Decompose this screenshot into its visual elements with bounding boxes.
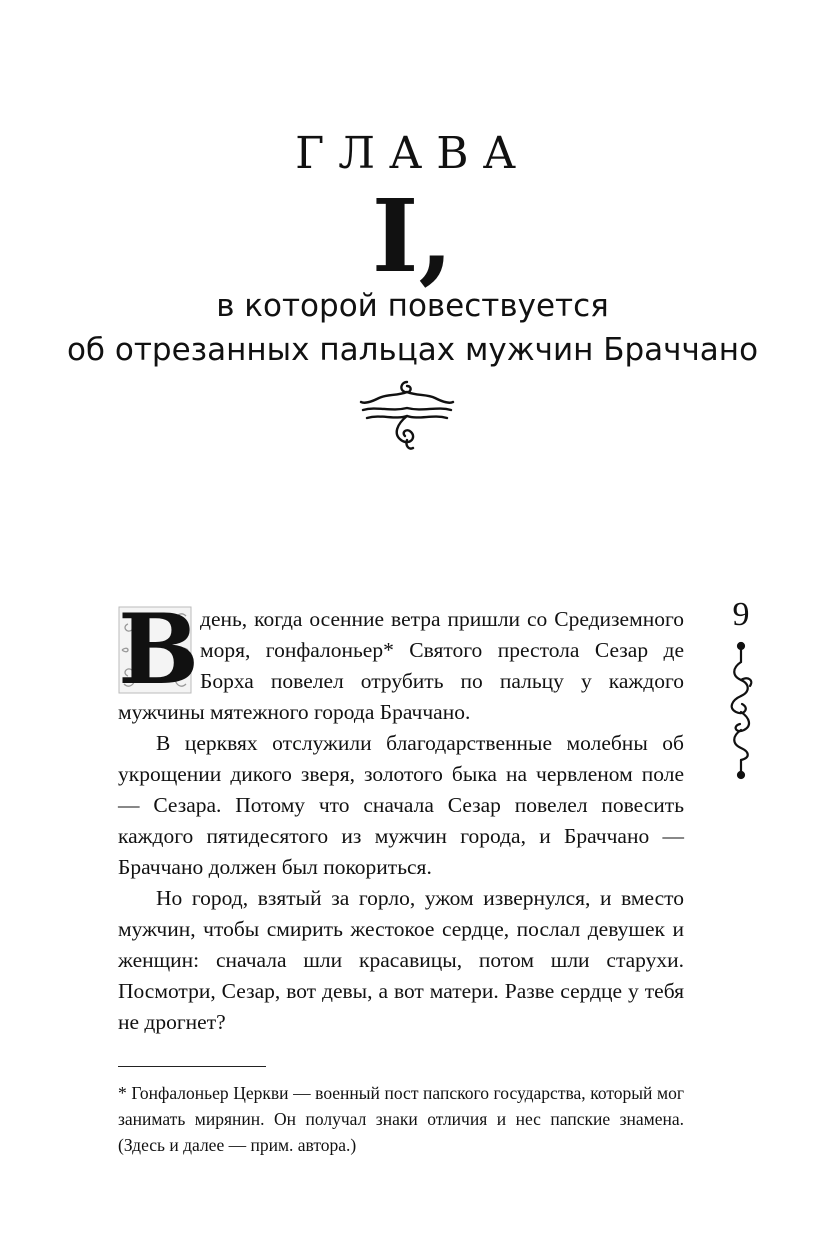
chapter-label: ГЛАВА xyxy=(295,128,530,179)
chapter-subtitle-line-2: об отрезанных пальцах мужчин Браччано xyxy=(66,332,759,368)
paragraph-2: В церквях отслужили благодарственные молебны об укрощении дикого зверя, золотого быка на червленом поле — Сезара. Потому что сначала Сезар повелел повесить каждого пятидесятого из мужчин города, и Браччано — Браччано должен был покориться. xyxy=(118,731,684,879)
page-number: 9 xyxy=(732,596,750,633)
body-text xyxy=(118,593,684,1038)
flourish-ornament-icon xyxy=(357,378,457,454)
chapter-number: I, xyxy=(371,177,454,295)
footnote: * Гонфалоньер Церкви — военный пост папского государства, который мог занимать мирянин. Он получал знаки отличия и нес папские знамена. (Здесь и далее — прим. автора.) xyxy=(118,1083,684,1155)
chapter-subtitle xyxy=(0,284,825,372)
chapter-subtitle-line-1: в которой повествуется xyxy=(216,288,609,324)
vertical-flourish-ornament-icon xyxy=(724,640,758,780)
paragraph-1 xyxy=(118,593,684,728)
footnote-divider xyxy=(118,1066,266,1067)
paragraph-3: Но город, взятый за горло, ужом извернулся, и вместо мужчин, чтобы смирить жестокое сердце, послал девушек и женщин: сначала шли красавицы, потом шли старухи. Посмотри, Сезар, вот девы, а вот матери. Разве сердце у тебя не дрогнет? xyxy=(118,886,684,1034)
paragraph-1-text: день, когда осенние ветра пришли со Средиземного моря, гонфалоньер* Святого престола Сезар де Борха повелел отрубить по пальцу у каждого мужчины мятежного города Браччано. xyxy=(118,607,684,724)
dropcap xyxy=(118,593,200,706)
dropcap-letter: В xyxy=(118,593,200,706)
